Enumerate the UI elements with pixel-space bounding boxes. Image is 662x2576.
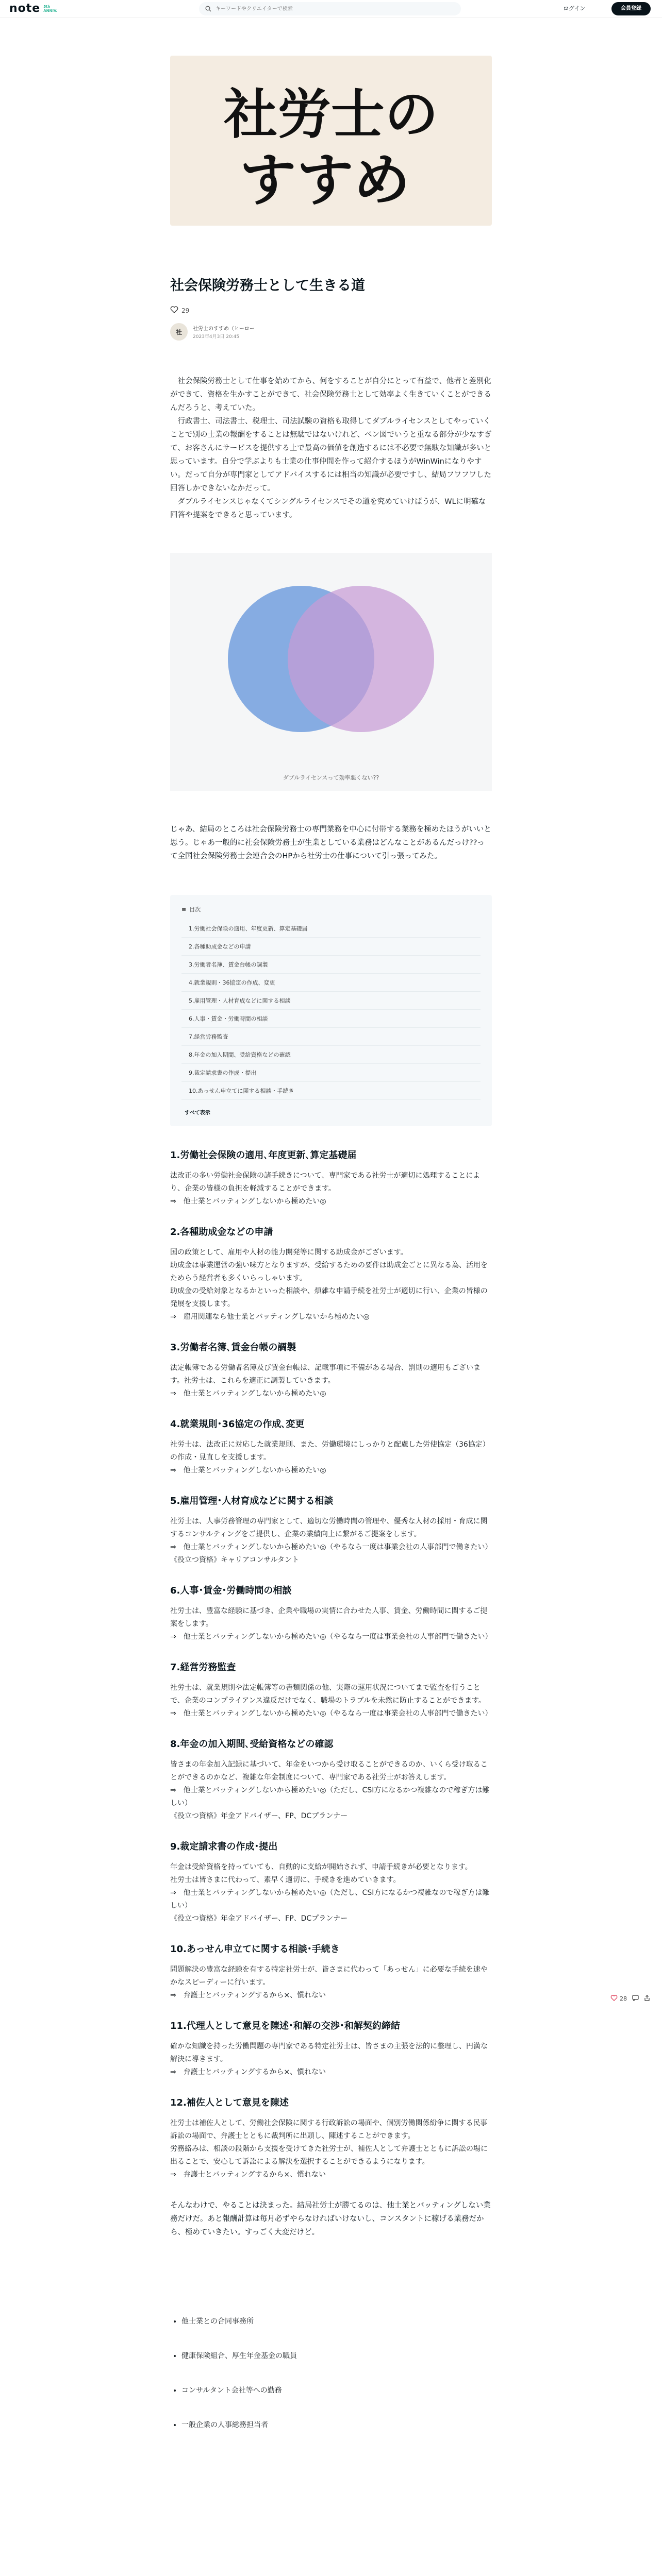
section-text: ⇒ 他士業とバッティングしないから極めたい◎（ただし、CSI方になるかつ複雑なので稼ぎ方は難しい） <box>170 1786 490 1807</box>
avatar[interactable]: 社 <box>170 323 188 341</box>
article-title: 社会保険労務士として生きる道 <box>170 278 365 294</box>
article-section <box>170 2096 492 2181</box>
toc-item[interactable]: 1.労働社会保険の適用、年度更新、算定基礎届 <box>181 920 481 938</box>
section-text: 社労士は、就業規則や法定帳簿等の書類関係の他、実際の運用状況についてまで監査を行うことで、企業のコンプライアンス違反だけでなく、職場のトラブルを未然に防止することができます。 <box>170 1684 486 1705</box>
hero-image <box>170 56 492 226</box>
list-icon: ≡ <box>181 906 187 913</box>
like-button-top[interactable] <box>170 306 492 315</box>
article-section <box>170 1418 492 1477</box>
heart-icon <box>170 306 178 315</box>
career-list <box>170 2316 492 2430</box>
toc-heading <box>181 905 481 913</box>
badge-line-2: ANNIV. <box>43 9 58 13</box>
site-header <box>0 0 662 18</box>
article <box>170 56 492 2454</box>
article-section <box>170 1226 492 1324</box>
section-heading: 7.経営労務監査 <box>170 1662 236 1673</box>
article-section <box>170 1661 492 1720</box>
section-heading: 2.各種助成金などの申請 <box>170 1227 273 1238</box>
comment-icon[interactable] <box>632 1995 639 2003</box>
section-text: 《役立つ資格》キャリアコンサルタント <box>170 1556 300 1564</box>
logo-text: note <box>9 2 41 15</box>
publish-date: 2023年4月3日 20:45 <box>193 334 240 340</box>
search-input[interactable] <box>216 6 442 12</box>
section-text: ⇒ 弁護士とバッティングするから×、慣れない <box>170 2171 326 2179</box>
section-heading: 5.雇用管理･人材育成などに関する相談 <box>170 1496 334 1506</box>
section-text: 《役立つ資格》年金アドバイザー、FP、DCプランナー <box>170 1812 348 1820</box>
body-paragraph: 社会保険労務士として仕事を始めてから、何をすることが自分にとって有益で、他者と差別化ができて、資格を生かすことができて、社会保険労務士として効率よく生きていくことができるんだろうと、考えていた。 <box>170 377 491 412</box>
venn-circle-right <box>288 586 434 732</box>
list-item: • 一般企業の人事総務担当者 <box>181 2420 492 2430</box>
search-box[interactable] <box>199 2 461 15</box>
section-text: 社労士は、人事労務管理の専門家として、適切な労働時間の管理や、優秀な人材の採用・育成に関するコンサルティングをご提供し、企業の業績向上に繋がるご提案をします。 <box>170 1517 488 1538</box>
section-text: 労務絡みは、相談の段階から支援を受けてきた社労士が、補佐人として弁護士とともに訴訟の場に出ることで、安心して訴訟による解決を選択することができるようになります。 <box>170 2145 488 2166</box>
section-text: ⇒ 弁護士とバッティングするから×、慣れない <box>170 1991 326 1999</box>
toc-show-all-button[interactable]: すべて表示 <box>185 1110 210 1116</box>
share-icon[interactable] <box>644 1995 650 2003</box>
section-heading: 9.裁定請求書の作成･提出 <box>170 1841 278 1852</box>
toc-item[interactable]: 4.就業規則・36協定の作成、変更 <box>181 974 481 992</box>
author-name[interactable]: 社労士のすすめ（ヒーロー <box>193 326 255 332</box>
section-text: 国の政策として、雇用や人材の能力開発等に関する助成金がございます。 <box>170 1248 408 1257</box>
section-text: 年金は受給資格を持っていても、自動的に支給が開始されず、申請手続きが必要となります。 <box>170 1863 472 1871</box>
section-text: 助成金は事業運営の強い味方となりますが、受給するための要件は助成金ごとに異なる為、活用をためらう経営者も多くいらっしゃいます。 <box>170 1261 488 1282</box>
body-paragraph: 行政書士、司法書士、税理士、司法試験の資格も取得してダブルライセンスとしてやっていくことで別の士業の報酬をすることは無駄ではないけれど、ベン図でいうと重なる部分が少なすぎて、お客さんにサービスを提供する上で最高の価値を創造するには不必要で無駄な知識が多いと思っています。自分で学ぶよりも士業の仕事仲間を作って紹介するほうがWinWinになりやすい。だって自分が専門家としてアドバイスするには相当の知識が必要ですし、結局フワフワした回答しかできないなかだって。 <box>170 417 492 493</box>
side-like-button[interactable] <box>610 1995 627 2003</box>
section-text: 法定帳簿である労働者名簿及び賃金台帳は、記載事項に不備がある場合、罰則の適用もございます。社労士は、これらを適正に調製していきます。 <box>170 1364 481 1385</box>
venn-diagram-image <box>170 553 492 791</box>
section-text: 社労士は、法改正に対応した就業規則、また、労働環境にしっかりと配慮した労使協定（36協定）の作成・見直しを支援します。 <box>170 1440 490 1462</box>
toc-item[interactable]: 6.人事・賃金・労働時間の相談 <box>181 1010 481 1028</box>
article-section <box>170 1495 492 1567</box>
side-like-count: 28 <box>620 1995 627 2002</box>
hero-calligraphy-line1: 社労士の <box>223 82 439 146</box>
table-of-contents <box>170 895 492 1126</box>
search-icon <box>205 4 211 14</box>
section-text: ⇒ 他士業とバッティングしないから極めたい◎（ただし、CSI方になるかつ複雑なので稼ぎ方は難しい） <box>170 1889 490 1910</box>
section-text: 《役立つ資格》年金アドバイザー、FP、DCプランナー <box>170 1914 348 1923</box>
author-block[interactable] <box>170 323 492 341</box>
body-paragraph: ダブルライセンスじゃなくてシングルライセンスでその道を究めていけばうが、WLに明確な回答や提案をできると思っています。 <box>170 498 486 519</box>
section-text: ⇒ 他士業とバッティングしないから極めたい◎（やるなら一度は事業会社の人事部門で働きたい） <box>170 1543 492 1551</box>
article-section <box>170 2020 492 2079</box>
article-section <box>170 1738 492 1823</box>
article-section <box>170 1341 492 1400</box>
section-heading: 4.就業規則･36協定の作成､変更 <box>170 1419 305 1430</box>
toc-heading-label: 目次 <box>189 906 201 913</box>
section-text: 問題解決の豊富な経験を有する特定社労士が、皆さまに代わって「あっせん」に必要な手続を速やかなスピーディーに行います。 <box>170 1965 488 1987</box>
section-text: ⇒ 他士業とバッティングしないから極めたい◎ <box>170 1466 326 1475</box>
diagram-caption: ダブルライセンスって効率悪くない?? <box>283 774 379 781</box>
intro-paragraph: じゃあ、結局のところは社会保険労務士の専門業務を中心に付帯する業務を極めたほうがいいと思う。じゃあ一般的に社会保険労務士が生業としている業務はどんなことがあるんだっけ??って全国社会保険労務士会連合会のHPから社労士の仕事について引っ張ってみた。 <box>170 825 491 860</box>
side-actions <box>610 1995 650 2003</box>
section-heading: 3.労働者名簿､賃金台帳の調製 <box>170 1342 296 1353</box>
list-item: • 健康保険組合、厚生年金基金の職員 <box>181 2351 492 2361</box>
section-text: 助成金の受給対象となるかといった相談や、煩雑な申請手続を社労士が適切に行い、企業の皆様の発展を支援します。 <box>170 1287 488 1308</box>
like-count: 29 <box>181 307 190 314</box>
toc-item[interactable]: 3.労働者名簿、賃金台帳の調製 <box>181 956 481 974</box>
section-heading: 11.代理人として意見を陳述･和解の交渉･和解契約締結 <box>170 2021 400 2031</box>
article-section <box>170 1840 492 1925</box>
badge-line-1: 5th <box>43 5 51 9</box>
login-button[interactable]: ログイン <box>563 5 586 12</box>
section-text: 社労士は補佐人として、労働社会保険に関する行政訴訟の場面や、個別労働関係紛争に関する民事訴訟の場面で、弁護士とともに裁判所に出頭し、陳述することができます。 <box>170 2119 488 2140</box>
toc-item[interactable]: 5.雇用管理・人材育成などに関する相談 <box>181 992 481 1010</box>
toc-item[interactable]: 8.年金の加入期間、受給資格などの確認 <box>181 1046 481 1064</box>
section-heading: 1.労働社会保険の適用､年度更新､算定基礎届 <box>170 1150 357 1161</box>
section-text: ⇒ 雇用関連なら他士業とバッティングしないから極めたい◎ <box>170 1313 370 1321</box>
section-heading: 8.年金の加入期間､受給資格などの確認 <box>170 1739 334 1750</box>
article-section <box>170 1943 492 2002</box>
list-item: • 他士業との合同事務所 <box>181 2316 492 2327</box>
toc-item[interactable]: 10.あっせん申立てに関する相談・手続き <box>181 1082 481 1100</box>
article-section <box>170 1584 492 1643</box>
toc-item[interactable]: 2.各種助成金などの申請 <box>181 938 481 956</box>
article-section <box>170 1149 492 1208</box>
section-heading: 12.補佐人として意見を陳述 <box>170 2097 289 2108</box>
anniversary-badge <box>43 5 57 13</box>
toc-item[interactable]: 7.経営労務監査 <box>181 1028 481 1046</box>
section-text: ⇒ 他士業とバッティングしないから極めたい◎（やるなら一度は事業会社の人事部門で働きたい） <box>170 1633 492 1641</box>
heart-icon <box>610 1995 618 2003</box>
article-body <box>170 375 492 522</box>
section-text: 確かな知識を持った労働問題の専門家である特定社労士は、皆さまの主張を法的に整理し、円満な解決に導きます。 <box>170 2042 488 2063</box>
hero-calligraphy-line2: すすめ <box>239 147 410 213</box>
section-text: 皆さまの年金加入記録に基づいて、年金をいつから受け取ることができるのか、いくら受け取ることができるのかなど、複雑な年金制度について、専門家である社労士がお答えします。 <box>170 1760 488 1782</box>
section-text: ⇒ 他士業とバッティングしないから極めたい◎ <box>170 1389 326 1398</box>
section-text: ⇒ 他士業とバッティングしないから極めたい◎（やるなら一度は事業会社の人事部門で働きたい） <box>170 1709 492 1718</box>
section-text: 法改正の多い労働社会保険の諸手続きについて、専門家である社労士が適切に処理することにより、企業の皆様の負担を軽減することができます。 <box>170 1172 481 1193</box>
section-text: ⇒ 弁護士とバッティングするから×、慣れない <box>170 2068 326 2076</box>
article-sections <box>170 1149 492 2181</box>
closing-paragraph: そんなわけで、やることは決まった。結局社労士が勝てるのは、他士業とバッティングしない業務だけだ。あと報酬計算は毎月必ずやらなければいけないし、コンスタントに稼げる業務だから、極めていきたい。すっごく大変だけど。 <box>170 2201 491 2236</box>
section-text: ⇒ 他士業とバッティングしないから極めたい◎ <box>170 1197 326 1206</box>
section-text: 社労士は、豊富な経験に基づき、企業や職場の実情に合わせた人事、賃金、労働時間に関するご提案をします。 <box>170 1607 488 1628</box>
list-item: • コンサルタント会社等への勤務 <box>181 2385 492 2396</box>
section-text: 社労士は皆さまに代わって、素早く適切に、手続きを進めていきます。 <box>170 1876 401 1884</box>
note-logo[interactable] <box>9 2 57 15</box>
section-heading: 6.人事･賃金･労働時間の相談 <box>170 1585 292 1596</box>
toc-item[interactable]: 9.裁定請求書の作成・提出 <box>181 1064 481 1082</box>
section-heading: 10.あっせん申立てに関する相談･手続き <box>170 1944 340 1955</box>
signup-button[interactable]: 会員登録 <box>611 2 651 15</box>
